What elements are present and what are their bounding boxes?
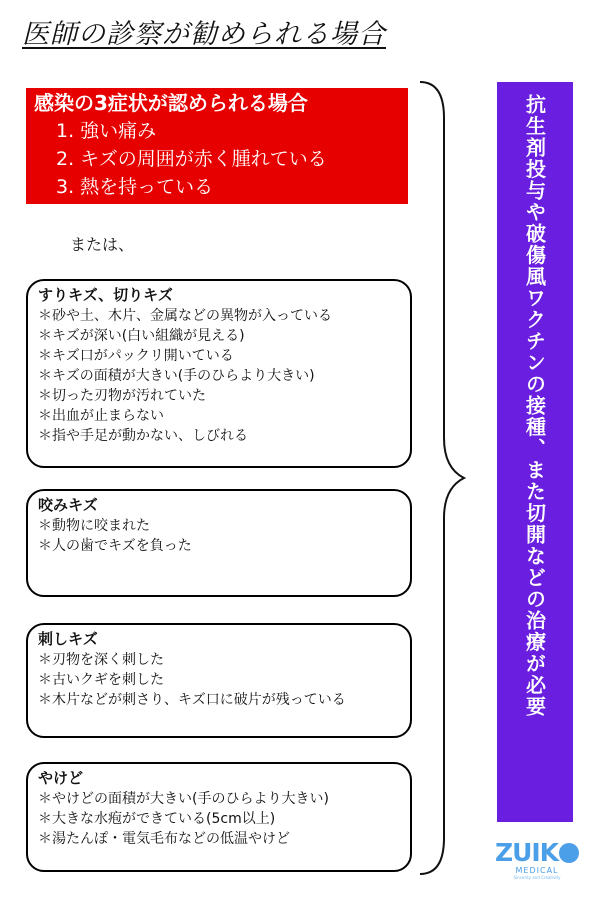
list-item [38, 516, 404, 536]
logo-tagline: Sincerity and Creativity [513, 875, 561, 880]
bullet: ＊ [38, 348, 52, 364]
list-item-text: 切った刃物が汚れていた [52, 388, 206, 404]
treatment-needed-banner [497, 82, 573, 822]
list-item [38, 536, 404, 556]
infection-item: 2. キズの周囲が赤く腫れている [56, 148, 327, 170]
bullet: ＊ [38, 408, 52, 424]
logo-o-circle-icon [559, 843, 579, 863]
bullet: ＊ [38, 328, 52, 344]
bullet: ＊ [38, 811, 52, 827]
list-item-text: 大きな水疱ができている(5cm以上) [52, 811, 276, 827]
list-item-text: 木片などが刺さり、キズ口に破片が残っている [52, 692, 346, 708]
box-heading: すりキズ、切りキズ [38, 286, 173, 304]
bite-box [26, 489, 412, 597]
list-item-text: 動物に咬まれた [52, 518, 150, 534]
list-item-text: 出血が止まらない [52, 408, 164, 424]
list-item-text: 古いクギを刺した [52, 672, 164, 688]
bullet: ＊ [38, 388, 52, 404]
list-item-text: 刃物を深く刺した [52, 652, 164, 668]
list-item [38, 690, 404, 710]
page-title: 医師の診察が勧められる場合 [22, 19, 386, 50]
list-item-text: キズの面積が大きい(手のひらより大きい) [52, 368, 315, 384]
box-heading: 刺しキズ [38, 630, 98, 648]
infection-heading: 感染の3症状が認められる場合 [34, 91, 308, 115]
box-heading: 咬みキズ [38, 496, 98, 514]
bullet: ＊ [38, 791, 52, 807]
abrasion-cut-box [26, 279, 412, 468]
infection-item: 1. 強い痛み [56, 120, 157, 142]
bullet: ＊ [38, 308, 52, 324]
list-item [38, 426, 404, 446]
list-item-text: キズ口がパックリ開いている [52, 348, 234, 364]
list-item [38, 386, 404, 406]
list-item [38, 326, 404, 346]
treatment-text: 抗生剤投与や破傷風ワクチンの接種、また切開などの治療が必要 [522, 94, 547, 718]
bullet: ＊ [38, 831, 52, 847]
bullet: ＊ [38, 672, 52, 688]
infection-item: 3. 熱を持っている [56, 176, 214, 198]
list-item [38, 346, 404, 366]
bullet: ＊ [38, 652, 52, 668]
list-item-text: 指や手足が動かない、しびれる [52, 428, 248, 444]
list-item [38, 829, 404, 849]
list-item-text: 人の歯でキズを負った [52, 538, 192, 554]
list-item-text: やけどの面積が大きい(手のひらより大きい) [52, 791, 329, 807]
list-item [38, 789, 404, 809]
bullet: ＊ [38, 692, 52, 708]
bullet: ＊ [38, 538, 52, 554]
list-item [38, 306, 404, 326]
list-item [38, 670, 404, 690]
bullet: ＊ [38, 518, 52, 534]
zuiko-medical-logo [492, 840, 582, 880]
list-item-text: キズが深い(白い組織が見える) [52, 328, 245, 344]
logo-sub: MEDICAL [515, 866, 559, 875]
logo-wordmark: ZUIK [492, 840, 582, 866]
stab-wound-box [26, 623, 412, 738]
burn-box [26, 762, 412, 872]
list-item [38, 366, 404, 386]
or-text: または、 [70, 235, 135, 254]
box-heading: やけど [38, 769, 84, 787]
curly-brace-icon [410, 78, 470, 878]
list-item-text: 湯たんぽ・電気毛布などの低温やけど [52, 831, 290, 847]
list-item [38, 809, 404, 829]
bullet: ＊ [38, 428, 52, 444]
bullet: ＊ [38, 368, 52, 384]
list-item [38, 650, 404, 670]
list-item [38, 406, 404, 426]
infection-symptoms-box [26, 88, 408, 204]
list-item-text: 砂や土、木片、金属などの異物が入っている [52, 308, 332, 324]
